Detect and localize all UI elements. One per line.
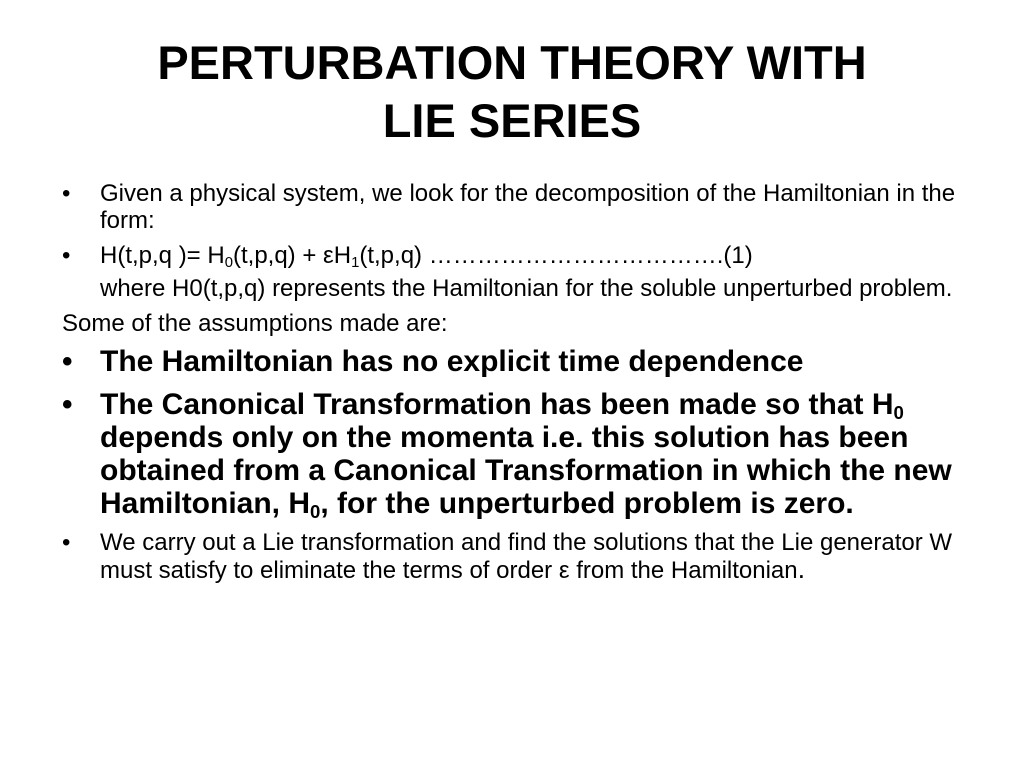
equation-subscript-1: 1	[351, 255, 360, 272]
title-line-1: PERTURBATION THEORY WITH	[157, 36, 867, 89]
canonical-subscript-2: 0	[310, 501, 321, 523]
bullet-icon: •	[62, 388, 73, 421]
canonical-part-3: , for the unperturbed problem is zero.	[320, 487, 854, 520]
bullet-icon: •	[62, 242, 71, 269]
bold-bullet-canonical-transformation	[62, 388, 962, 523]
lie-bullet-text: We carry out a Lie transformation and find the solutions that the Lie generator W must satisfy to eliminate the terms of order ε from the Hamiltonian	[100, 529, 953, 584]
bullet-decomposition	[62, 180, 962, 234]
bold-bullet-time-dependence	[62, 345, 962, 378]
bullet-icon: •	[62, 345, 73, 378]
slide-title	[40, 34, 984, 150]
bold-bullet-text: The Hamiltonian has no explicit time dependence	[100, 345, 804, 378]
equation-part-1: H(t,p,q )= H	[100, 242, 225, 269]
bullet-lie-transformation	[62, 529, 962, 584]
equation-part-2: (t,p,q) + εH	[232, 242, 352, 269]
bullet-text: Given a physical system, we look for the decomposition of the Hamiltonian in the form:	[100, 180, 956, 234]
canonical-part-2: depends only on the momenta i.e. this solution has been obtained from a Canonical Transformation in which the new Hamiltonian, H	[100, 421, 952, 520]
bullet-icon: •	[62, 180, 71, 207]
equation-explanation: where H0(t,p,q) represents the Hamiltonian for the soluble unperturbed problem.	[100, 275, 953, 302]
assumptions-intro: Some of the assumptions made are:	[62, 310, 448, 337]
lie-bullet-period: .	[797, 554, 806, 584]
bullet-equation	[62, 242, 962, 272]
slide-content	[62, 180, 962, 584]
title-line-2: LIE SERIES	[382, 94, 642, 147]
bullet-icon: •	[62, 529, 71, 556]
equation-part-3: (t,p,q) ……………………………….(1)	[359, 242, 753, 269]
equation-subscript-0: 0	[224, 255, 233, 272]
canonical-part-1: The Canonical Transformation has been made so that H	[100, 388, 894, 421]
canonical-subscript-1: 0	[893, 402, 904, 424]
